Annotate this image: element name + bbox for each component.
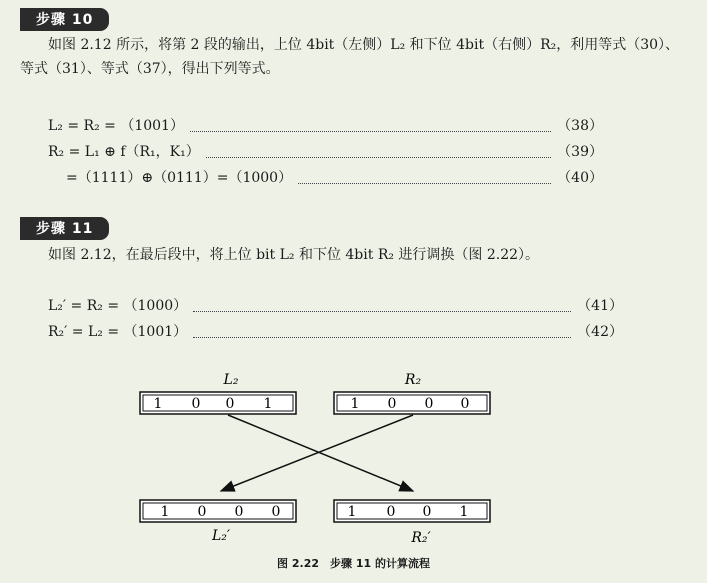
equation-number: （41） [577, 298, 623, 314]
bit: 0 [225, 396, 235, 412]
bit: 0 [460, 396, 470, 412]
bit: 1 [459, 504, 469, 520]
register-bottom-left [140, 500, 296, 522]
bottom-left-label: L₂′ [211, 528, 231, 544]
equation-expression: =（1111）⊕（0111）=（1000） [66, 170, 293, 186]
bit: 1 [160, 504, 170, 520]
bit: 0 [191, 396, 201, 412]
leader-dots [190, 121, 551, 132]
leader-dots [193, 327, 571, 338]
equation-number: （38） [557, 118, 603, 134]
top-left-label: L₂ [223, 372, 239, 388]
equation-38 [48, 115, 603, 137]
bit: 0 [234, 504, 244, 520]
figure-caption: 图 2.22 步骤 11 的计算流程 [277, 557, 430, 570]
equation-number: （42） [577, 324, 623, 340]
register-top-right [334, 392, 490, 414]
register-bottom-right [334, 500, 490, 522]
equation-expression: L₂ = R₂ = （1001） [48, 118, 184, 134]
equation-41 [48, 295, 623, 317]
leader-dots [298, 173, 551, 184]
bit: 0 [197, 504, 207, 520]
equation-expression: L₂′ = R₂ = （1000） [48, 298, 188, 314]
step-11-badge: 步骤 11 [20, 217, 109, 240]
bit: 0 [271, 504, 281, 520]
equation-42 [48, 321, 623, 343]
bottom-right-label: R₂′ [411, 530, 431, 546]
step-10-badge: 步骤 10 [20, 8, 109, 31]
bit: 0 [422, 504, 432, 520]
swap-diagram [0, 360, 707, 555]
bit: 0 [424, 396, 434, 412]
bit: 1 [347, 504, 357, 520]
equation-39 [48, 141, 603, 163]
register-top-left [140, 392, 296, 414]
equation-expression: R₂′ = L₂ = （1001） [48, 324, 188, 340]
equation-number: （40） [557, 170, 603, 186]
bit: 0 [386, 504, 396, 520]
equation-expression: R₂ = L₁ ⊕ f（R₁，K₁） [48, 144, 200, 160]
bit: 1 [153, 396, 163, 412]
step-10-paragraph-line-2: 等式（31）、等式（37），得出下列等式。 [20, 61, 280, 77]
equation-40 [66, 167, 603, 189]
step-11-paragraph: 如图 2.12，在最后段中，将上位 bit L₂ 和下位 4bit R₂ 进行调换（图 2.22）。 [48, 247, 540, 263]
bit: 0 [387, 396, 397, 412]
equation-number: （39） [557, 144, 603, 160]
leader-dots [193, 301, 571, 312]
top-right-label: R₂ [404, 372, 422, 388]
leader-dots [206, 147, 551, 158]
bit: 1 [263, 396, 273, 412]
bit: 1 [350, 396, 360, 412]
step-10-paragraph-line-1: 如图 2.12 所示，将第 2 段的输出，上位 4bit（左侧）L₂ 和下位 4bit（右侧）R₂，利用等式（30）、 [48, 37, 680, 53]
